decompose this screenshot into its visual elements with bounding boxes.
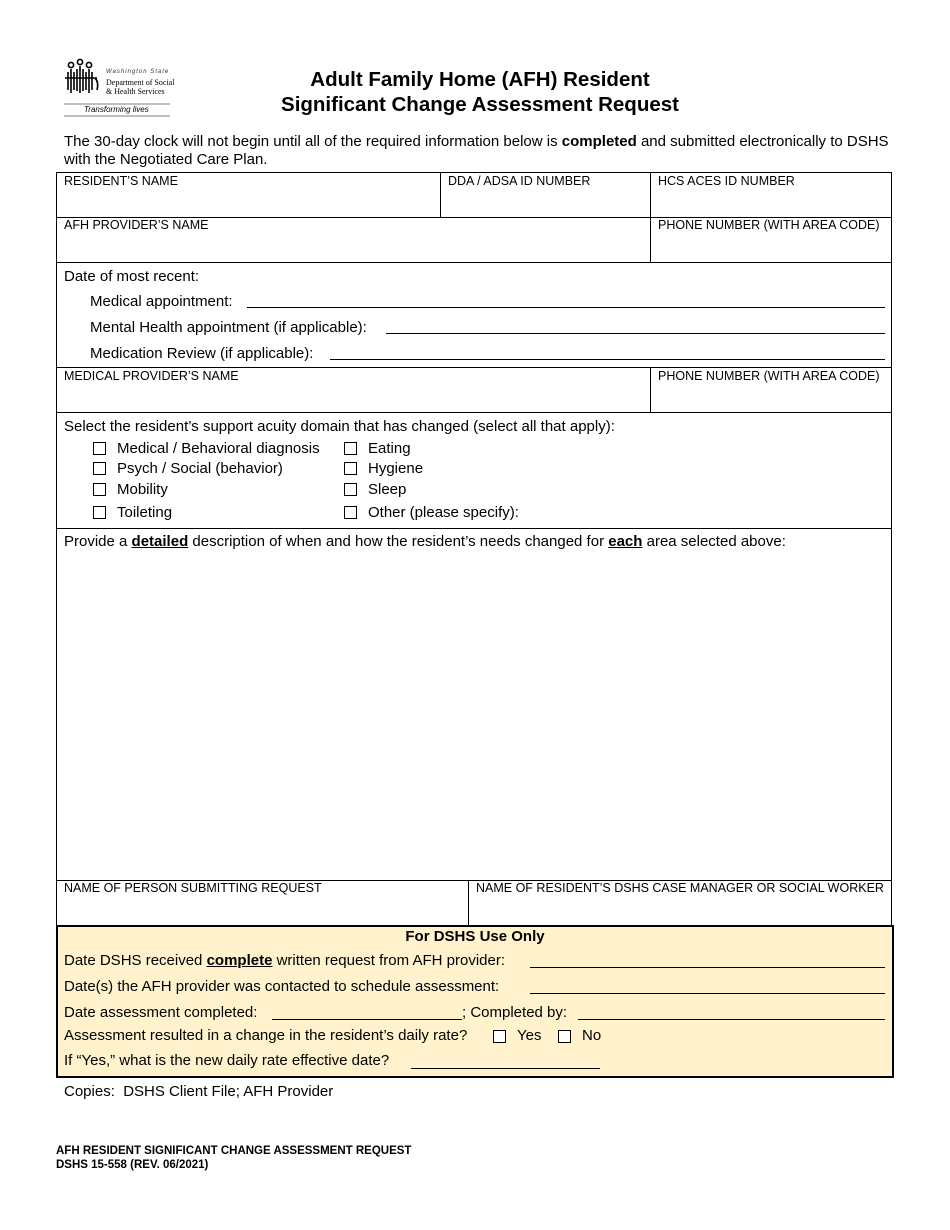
option-mobility: Mobility bbox=[117, 481, 168, 498]
option-other: Other (please specify): bbox=[368, 504, 519, 521]
option-medical-behavioral: Medical / Behavioral diagnosis bbox=[117, 440, 320, 457]
checkbox-psych-social[interactable] bbox=[93, 462, 106, 475]
description-detailed: detailed bbox=[131, 533, 189, 550]
domain-prompt: Select the resident’s support acuity domain that has changed (select all that apply): bbox=[64, 418, 615, 435]
row-divider bbox=[56, 367, 892, 368]
case-manager-name-input[interactable] bbox=[469, 896, 891, 924]
submitter-name-input[interactable] bbox=[57, 896, 467, 924]
option-psych-social: Psych / Social (behavior) bbox=[117, 460, 283, 477]
dates-heading: Date of most recent: bbox=[64, 268, 200, 285]
mental-health-appointment-label: Mental Health appointment (if applicable): bbox=[90, 319, 367, 336]
option-eating: Eating bbox=[368, 440, 411, 457]
option-hygiene: Hygiene bbox=[368, 460, 424, 477]
dshs-use-heading: For DSHS Use Only bbox=[405, 928, 545, 945]
option-sleep: Sleep bbox=[368, 481, 407, 498]
resident-name-label: RESIDENT’S NAME bbox=[64, 174, 178, 188]
intro-pre: The 30-day clock will not begin until all of the required information below is bbox=[64, 133, 562, 150]
received-post: written request from AFH provider: bbox=[272, 952, 506, 969]
rate-change-label: Assessment resulted in a change in the resident’s daily rate? bbox=[64, 1027, 468, 1044]
assessment-completed-label: Date assessment completed: bbox=[64, 1004, 258, 1021]
received-pre: Date DSHS received bbox=[64, 952, 207, 969]
checkbox-toileting[interactable] bbox=[93, 506, 106, 519]
medication-review-input[interactable] bbox=[330, 359, 885, 360]
rate-no-label: No bbox=[582, 1027, 602, 1044]
description-textarea[interactable] bbox=[57, 556, 891, 878]
new-rate-date-input[interactable] bbox=[411, 1068, 600, 1069]
checkbox-eating[interactable] bbox=[344, 442, 357, 455]
description-p2: description of when and how the resident’s needs changed for bbox=[188, 533, 609, 550]
description-each: each bbox=[608, 533, 643, 550]
dda-adsa-id-label: DDA / ADSA ID NUMBER bbox=[448, 174, 591, 188]
checkbox-rate-yes[interactable] bbox=[493, 1030, 506, 1043]
copies-text: Copies: DSHS Client File; AFH Provider bbox=[64, 1083, 334, 1100]
title-line-2: Significant Change Assessment Request bbox=[281, 93, 679, 116]
row-divider bbox=[56, 412, 892, 413]
checkbox-other[interactable] bbox=[344, 506, 357, 519]
option-toileting: Toileting bbox=[117, 504, 173, 521]
description-p3: area selected above: bbox=[642, 533, 786, 550]
footer-form-title: AFH RESIDENT SIGNIFICANT CHANGE ASSESSMENT REQUEST bbox=[56, 1145, 412, 1157]
mental-health-appointment-input[interactable] bbox=[386, 333, 885, 334]
contacted-label: Date(s) the AFH provider was contacted to schedule assessment: bbox=[64, 978, 500, 995]
case-manager-name-label: NAME OF RESIDENT’S DSHS CASE MANAGER OR SOCIAL WORKER bbox=[476, 881, 884, 895]
description-p1: Provide a bbox=[64, 533, 132, 550]
checkbox-sleep[interactable] bbox=[344, 483, 357, 496]
page-title bbox=[230, 67, 730, 117]
logo-dept-line2: & Health Services bbox=[106, 87, 165, 96]
afh-provider-name-label: AFH PROVIDER’S NAME bbox=[64, 218, 209, 232]
medical-provider-name-input[interactable] bbox=[57, 383, 649, 411]
dshs-logo bbox=[62, 58, 174, 120]
checkbox-rate-no[interactable] bbox=[558, 1030, 571, 1043]
checkbox-mobility[interactable] bbox=[93, 483, 106, 496]
rate-yes-label: Yes bbox=[517, 1027, 542, 1044]
contacted-date-input[interactable] bbox=[530, 993, 885, 994]
received-date-input[interactable] bbox=[530, 967, 885, 968]
logo-state: Washington State bbox=[106, 69, 170, 75]
hcs-aces-id-input[interactable] bbox=[651, 188, 891, 216]
checkbox-medical-behavioral[interactable] bbox=[93, 442, 106, 455]
footer-form-number: DSHS 15-558 (REV. 06/2021) bbox=[56, 1159, 209, 1171]
intro-bold: completed bbox=[561, 133, 637, 150]
medical-appointment-input[interactable] bbox=[247, 307, 885, 308]
hcs-aces-id-label: HCS ACES ID NUMBER bbox=[658, 174, 795, 188]
medication-review-label: Medication Review (if applicable): bbox=[90, 345, 314, 362]
medical-provider-name-label: MEDICAL PROVIDER’S NAME bbox=[64, 369, 239, 383]
medical-phone-label: PHONE NUMBER (WITH AREA CODE) bbox=[658, 369, 880, 383]
logo-dept-line1: Department of Social bbox=[106, 78, 175, 87]
completed-by-input[interactable] bbox=[578, 1019, 885, 1020]
assessment-completed-input[interactable] bbox=[272, 1019, 462, 1020]
intro-text bbox=[64, 133, 894, 169]
title-line-1: Adult Family Home (AFH) Resident bbox=[310, 68, 650, 91]
checkbox-hygiene[interactable] bbox=[344, 462, 357, 475]
resident-name-input[interactable] bbox=[57, 188, 439, 216]
new-rate-label: If “Yes,” what is the new daily rate effective date? bbox=[64, 1052, 390, 1069]
submitter-name-label: NAME OF PERSON SUBMITTING REQUEST bbox=[64, 881, 322, 895]
afh-provider-name-input[interactable] bbox=[57, 233, 649, 261]
completed-by-label: ; Completed by: bbox=[462, 1004, 568, 1021]
description-prompt bbox=[64, 533, 786, 551]
row-divider bbox=[56, 528, 892, 529]
medical-appointment-label: Medical appointment: bbox=[90, 293, 233, 310]
medical-phone-input[interactable] bbox=[651, 383, 891, 411]
provider-phone-input[interactable] bbox=[651, 233, 891, 261]
logo-tagline: Transforming lives bbox=[84, 105, 149, 114]
provider-phone-label: PHONE NUMBER (WITH AREA CODE) bbox=[658, 218, 880, 232]
received-label bbox=[64, 952, 505, 970]
received-bold: complete bbox=[206, 952, 273, 969]
intro-post: and submitted electronically to DSHS with the Negotiated Care Plan. bbox=[64, 133, 889, 168]
row-divider bbox=[56, 262, 892, 263]
dda-adsa-id-input[interactable] bbox=[441, 188, 649, 216]
